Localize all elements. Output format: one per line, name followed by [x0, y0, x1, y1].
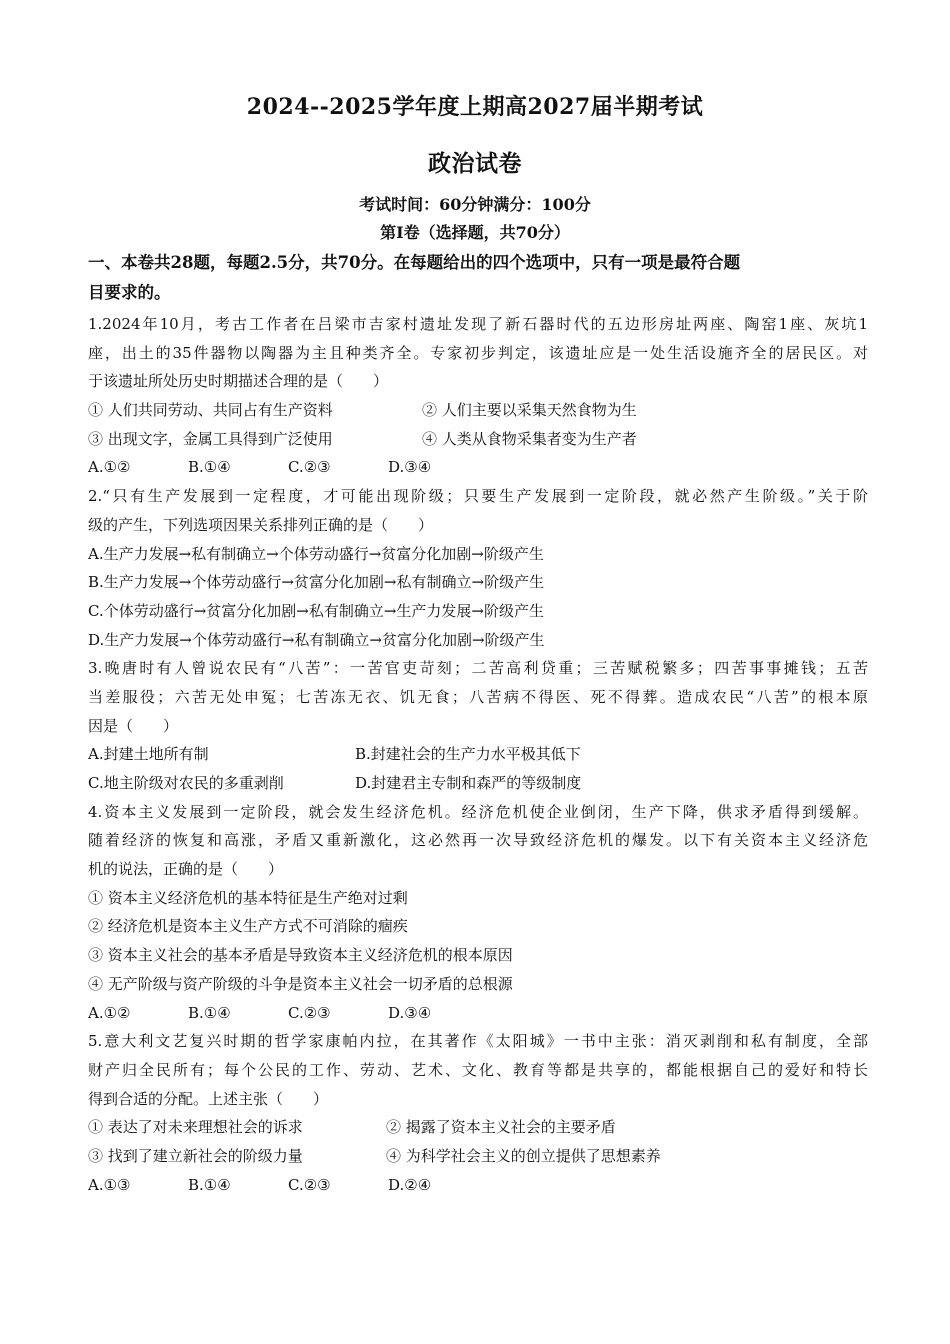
- answer-option: D.③④: [388, 1003, 432, 1022]
- statement-item: ③ 资本主义社会的基本矛盾是导致资本主义经济危机的根本原因: [88, 946, 513, 965]
- option-row: [88, 769, 868, 798]
- question-list: [88, 310, 868, 1199]
- answer-option: A.生产力发展→私有制确立→个体劳动盛行→贫富分化加剧→阶级产生: [88, 544, 544, 563]
- question-stem-line: 机的说法，正确的是（ ）: [88, 860, 284, 879]
- answer-option: C.个体劳动盛行→贫富分化加剧→私有制确立→生产力发展→阶级产生: [88, 601, 544, 620]
- question-stem-line: 随着经济的恢复和高涨，矛盾又重新激化，这必然再一次导致经济危机的爆发。以下有关资本主义经济危: [88, 831, 868, 850]
- answer-option: C.②③: [288, 1003, 331, 1022]
- question-stem-line: 1.2024年10月，考古工作者在吕梁市吉家村遗址发现了新石器时代的五边形房址两座、陶窑1座、灰坑1: [88, 315, 868, 333]
- question-stem-line: 财产归全民所有；每个公民的工作、劳动、艺术、文化、教育等都是共享的，都能根据自己的爱好和特长: [88, 1060, 868, 1079]
- answer-option: C.地主阶级对农民的多重剥削: [88, 774, 284, 792]
- question-stem-line: 座，出土的35件器物以陶器为主且种类齐全。专家初步判定，该遗址应是一处生活设施齐全的居民区。对: [88, 343, 868, 362]
- answer-option: A.封建土地所有制: [88, 745, 209, 764]
- question-stem-line: 级的产生，下列选项因果关系排列正确的是（ ）: [88, 515, 434, 534]
- statement-item: ② 人们主要以采集天然食物为生: [422, 401, 637, 420]
- section-line: 一、本卷共28题，每题2.5分，共70分。在每题给出的四个选项中，只有一项是最符合题: [88, 253, 741, 272]
- section-instructions: [88, 248, 868, 308]
- exam-info: 考试时间：60分钟满分：100分: [359, 195, 591, 214]
- answer-option: B.①④: [188, 1175, 231, 1194]
- answer-option: D.②④: [388, 1175, 432, 1194]
- question-stem-line: 4.资本主义发展到一定阶段，就会发生经济危机。经济危机使企业倒闭，生产下降，供求矛盾得到缓解。: [88, 802, 868, 821]
- statement-item: ① 资本主义经济危机的基本特征是生产绝对过剩: [88, 888, 408, 907]
- item-row: [88, 396, 868, 425]
- answer-option: B.生产力发展→个体劳动盛行→贫富分化加剧→私有制确立→阶级产生: [88, 573, 545, 592]
- question-stem-line: 于该遗址所处历史时期描述合理的是（ ）: [88, 372, 389, 391]
- question-stem-line: 3.晚唐时有人曾说农民有“八苦”：一苦官吏苛刻；二苦高利贷重；三苦赋税繁多；四苦事事摊钱；五苦: [88, 659, 868, 678]
- question-stem-line: 得到合适的分配。上述主张（ ）: [88, 1089, 329, 1108]
- statement-item: ③ 出现文字，金属工具得到广泛使用: [88, 429, 333, 448]
- answer-options: [88, 1171, 868, 1200]
- statement-item: ④ 无产阶级与资产阶级的斗争是资本主义社会一切矛盾的总根源: [88, 974, 513, 993]
- option-row: [88, 740, 868, 769]
- question-stem-line: 2.“只有生产发展到一定程度，才可能出现阶级；只要生产发展到一定阶段，就必然产生阶级。”关于阶: [88, 487, 868, 506]
- answer-option: D.③④: [388, 458, 432, 477]
- answer-options: [88, 453, 868, 482]
- question-stem-line: 因是（ ）: [88, 716, 179, 735]
- answer-option: A.①②: [88, 458, 131, 477]
- statement-item: ① 人们共同劳动、共同占有生产资料: [88, 401, 333, 420]
- answer-option: B.①④: [188, 1003, 231, 1022]
- answer-option: D.生产力发展→个体劳动盛行→私有制确立→贫富分化加剧→阶级产生: [88, 630, 545, 649]
- statement-item: ② 揭露了资本主义社会的主要矛盾: [386, 1118, 616, 1137]
- item-row: [88, 425, 868, 454]
- item-row: [88, 1113, 868, 1142]
- question-3: [88, 654, 868, 797]
- answer-option: D.封建君主专制和森严的等级制度: [355, 774, 582, 792]
- answer-option: C.②③: [288, 1175, 331, 1194]
- subject-title: 政治试卷: [428, 150, 522, 177]
- question-5: [88, 1027, 868, 1199]
- statement-item: ④ 人类从食物采集者变为生产者: [422, 429, 637, 448]
- answer-option: A.①③: [88, 1175, 131, 1194]
- statement-item: ① 表达了对未来理想社会的诉求: [88, 1118, 303, 1137]
- answer-option: B.封建社会的生产力水平极其低下: [355, 745, 581, 764]
- statement-item: ② 经济危机是资本主义生产方式不可消除的痼疾: [88, 917, 408, 936]
- question-1: [88, 310, 868, 482]
- exam-title: 2024--2025学年度上期高2027届半期考试: [246, 94, 704, 120]
- item-row: [88, 1142, 868, 1171]
- question-2: [88, 482, 868, 654]
- answer-option: A.①②: [88, 1003, 131, 1022]
- answer-option: B.①④: [188, 458, 231, 477]
- part-title: 第Ⅰ卷（选择题，共70分）: [380, 223, 570, 242]
- question-4: [88, 798, 868, 1028]
- statement-item: ③ 找到了建立新社会的阶级力量: [88, 1146, 303, 1165]
- statement-item: ④ 为科学社会主义的创立提供了思想素养: [386, 1146, 661, 1165]
- answer-options: [88, 999, 868, 1028]
- question-stem-line: 当差服役；六苦无处申冤；七苦冻无衣、饥无食；八苦病不得医、死不得葬。造成农民“八苦”的根本原: [88, 687, 868, 706]
- answer-option: C.②③: [288, 458, 331, 477]
- section-line: 目要求的。: [88, 283, 171, 302]
- question-stem-line: 5.意大利文艺复兴时期的哲学家康帕内拉，在其著作《太阳城》一书中主张：消灭剥削和私有制度，全部: [88, 1032, 868, 1051]
